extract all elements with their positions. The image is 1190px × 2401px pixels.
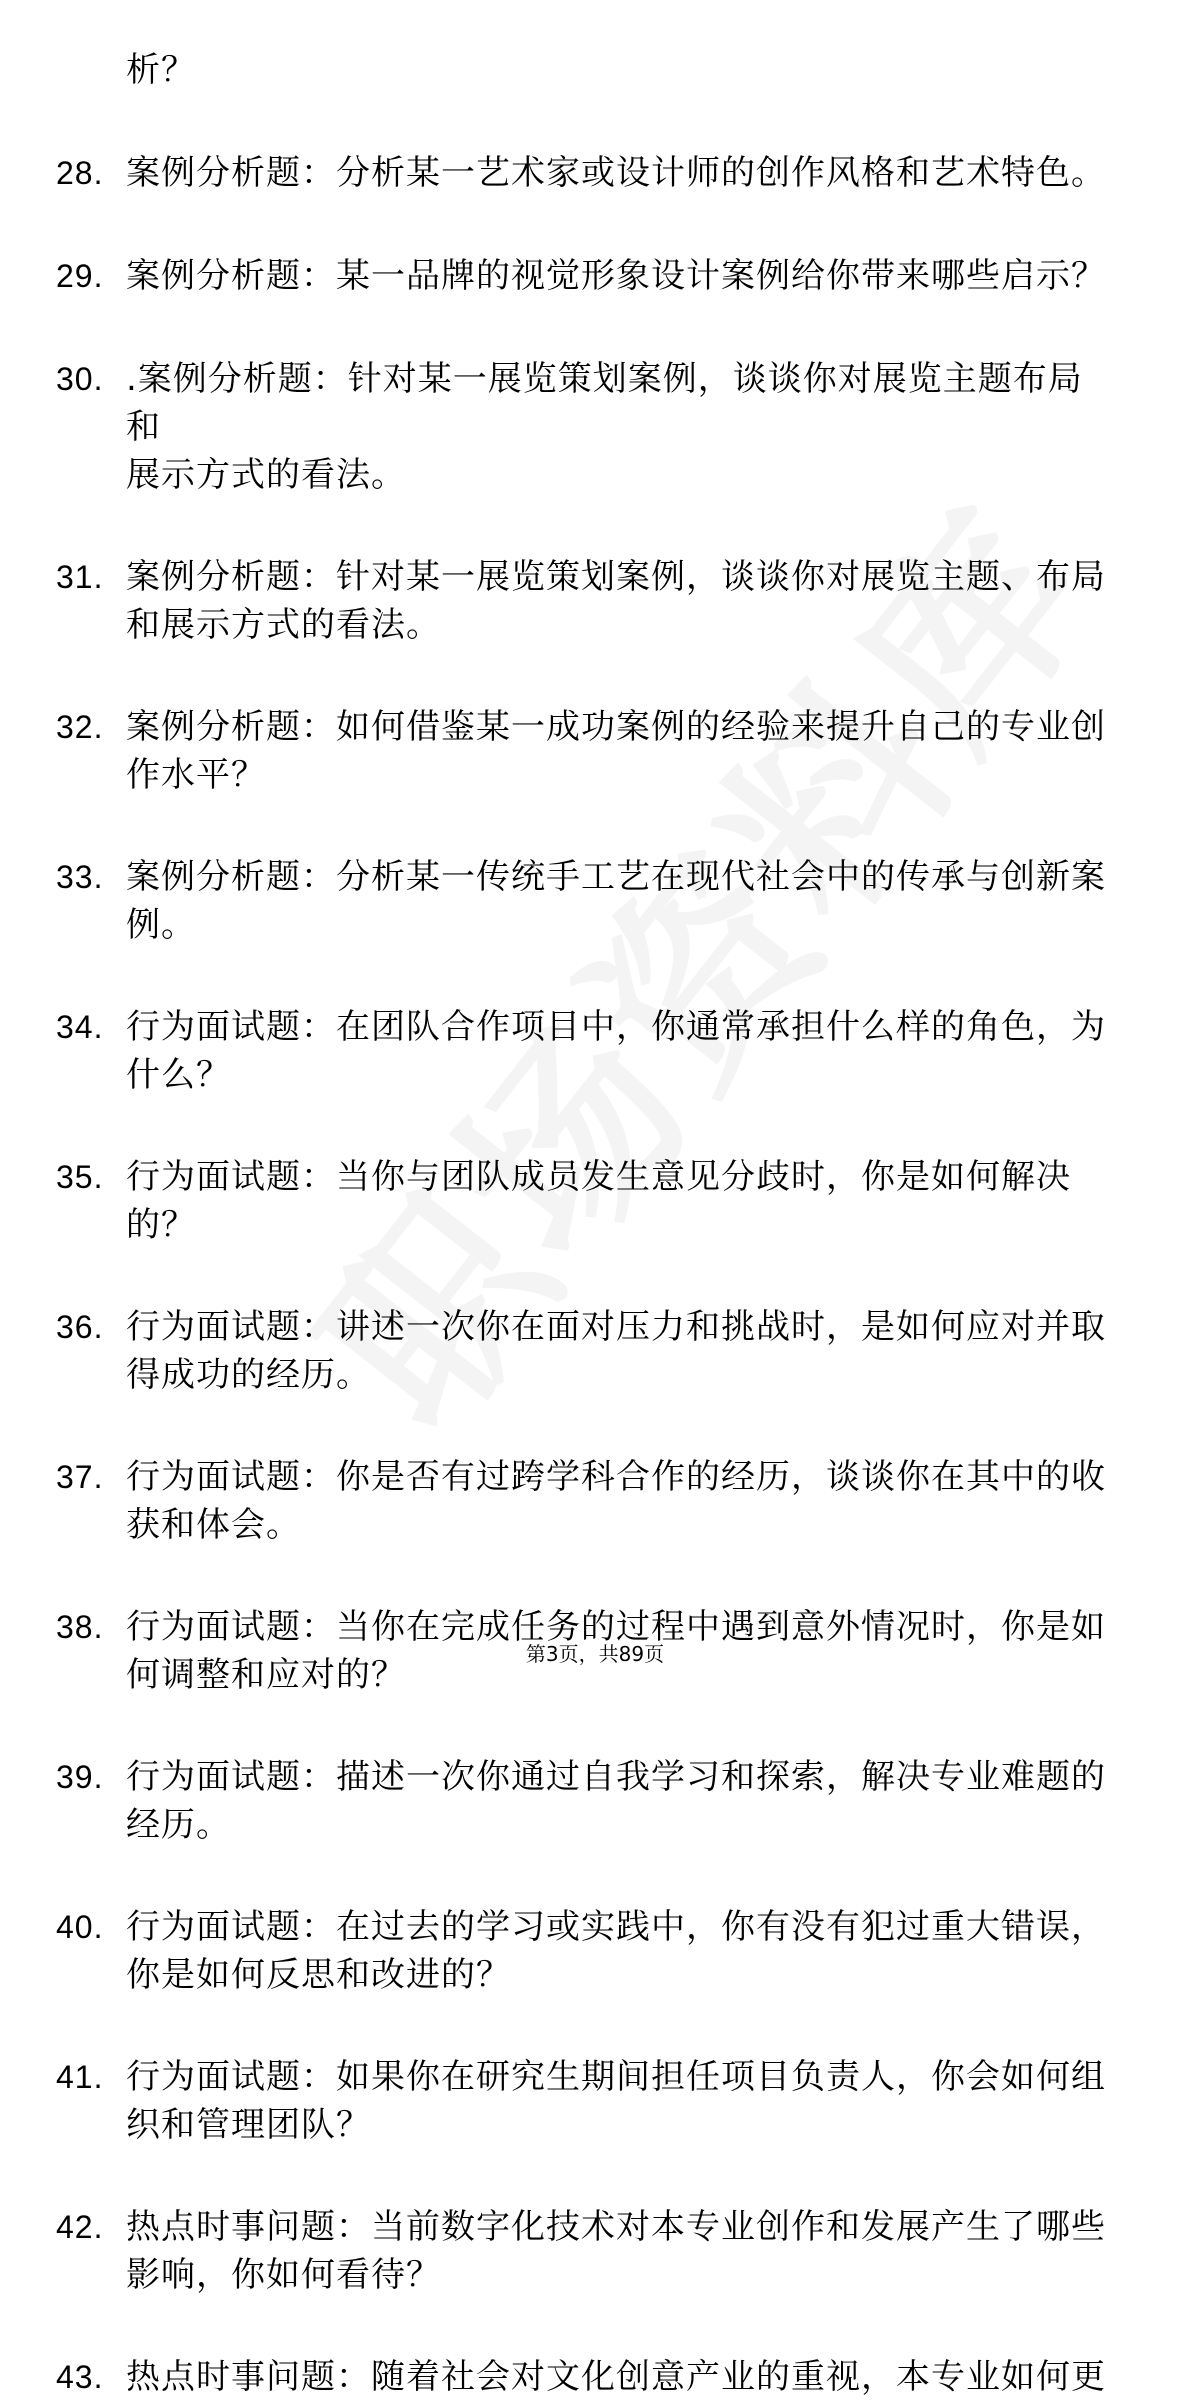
- item-number: 43.: [56, 2359, 104, 2395]
- item-line: 影响，你如何看待？: [126, 2255, 441, 2295]
- item-number: 33.: [56, 859, 104, 895]
- list-item: [56, 149, 1116, 197]
- item-line: 案例分析题：分析某一传统手工艺在现代社会中的传承与创新案: [126, 857, 1106, 897]
- item-line: 行为面试题：如果你在研究生期间担任项目负责人，你会如何组: [126, 2057, 1106, 2097]
- list-item: [56, 2353, 1116, 2401]
- list-item: [56, 2053, 1116, 2149]
- list-item: [56, 1003, 1116, 1099]
- list-item: [56, 1153, 1116, 1249]
- item-line: 案例分析题：分析某一艺术家或设计师的创作风格和艺术特色。: [126, 153, 1106, 193]
- item-number: 35.: [56, 1159, 104, 1195]
- item-line: 行为面试题：当你在完成任务的过程中遇到意外情况时，你是如: [126, 1607, 1106, 1647]
- item-line: 例。: [126, 905, 196, 945]
- item-line: 行为面试题：在团队合作项目中，你通常承担什么样的角色，为: [126, 1007, 1106, 1047]
- list-item: [56, 2203, 1116, 2299]
- item-line: 得成功的经历。: [126, 1355, 371, 1395]
- item-number: 39.: [56, 1759, 104, 1795]
- item-line: 案例分析题：如何借鉴某一成功案例的经验来提升自己的专业创: [126, 707, 1106, 747]
- item-number: 41.: [56, 2059, 104, 2095]
- item-number: 36.: [56, 1309, 104, 1345]
- item-line: 的？: [126, 1205, 196, 1245]
- item-number: 37.: [56, 1459, 104, 1495]
- item-line: 行为面试题：你是否有过跨学科合作的经历，谈谈你在其中的收: [126, 1457, 1106, 1497]
- list-item: [56, 1753, 1116, 1849]
- item-line: 获和体会。: [126, 1505, 301, 1545]
- page-footer: 第3页，共89页: [525, 1642, 665, 1666]
- item-number: 38.: [56, 1609, 104, 1645]
- item-line: 展示方式的看法。: [126, 455, 406, 495]
- list-item: [56, 553, 1116, 649]
- item-line: 案例分析题：针对某一展览策划案例，谈谈你对展览主题、布局: [126, 557, 1106, 597]
- item-line: 何调整和应对的？: [126, 1655, 406, 1695]
- item-line: 行为面试题：当你与团队成员发生意见分歧时，你是如何解决: [126, 1157, 1071, 1197]
- list-item: [56, 1303, 1116, 1399]
- item-line: 热点时事问题：随着社会对文化创意产业的重视，本专业如何更: [126, 2357, 1106, 2397]
- item-line: 行为面试题：在过去的学习或实践中，你有没有犯过重大错误，: [126, 1907, 1106, 1947]
- continuation-line: [126, 46, 1116, 94]
- question-list: [56, 46, 1116, 2401]
- item-number: 32.: [56, 709, 104, 745]
- item-line: 你是如何反思和改进的？: [126, 1955, 511, 1995]
- item-line: 什么？: [126, 1055, 231, 1095]
- list-item: [56, 1903, 1116, 1999]
- item-line: 织和管理团队？: [126, 2105, 371, 2145]
- list-item: [56, 1453, 1116, 1549]
- item-number: 31.: [56, 559, 104, 595]
- item-line: 行为面试题：描述一次你通过自我学习和探索，解决专业难题的: [126, 1757, 1106, 1797]
- item-number: 28.: [56, 155, 104, 191]
- item-line: 作水平？: [126, 755, 266, 795]
- item-line: 案例分析题：某一品牌的视觉形象设计案例给你带来哪些启示？: [126, 256, 1106, 296]
- item-line: 热点时事问题：当前数字化技术对本专业创作和发展产生了哪些: [126, 2207, 1106, 2247]
- item-line: 析？: [126, 50, 196, 90]
- item-line: 行为面试题：讲述一次你在面对压力和挑战时，是如何应对并取: [126, 1307, 1106, 1347]
- item-line: 和展示方式的看法。: [126, 605, 441, 645]
- list-item: [56, 853, 1116, 949]
- item-line: 经历。: [126, 1805, 231, 1845]
- item-number: 40.: [56, 1909, 104, 1945]
- list-item: [56, 703, 1116, 799]
- item-number: 42.: [56, 2209, 104, 2245]
- item-number: 30.: [56, 361, 104, 397]
- item-line: .案例分析题：针对某一展览策划案例，谈谈你对展览主题布局和: [126, 359, 1083, 447]
- list-item: [56, 355, 1116, 499]
- item-number: 34.: [56, 1009, 104, 1045]
- item-number: 29.: [56, 258, 104, 294]
- list-item: [56, 252, 1116, 300]
